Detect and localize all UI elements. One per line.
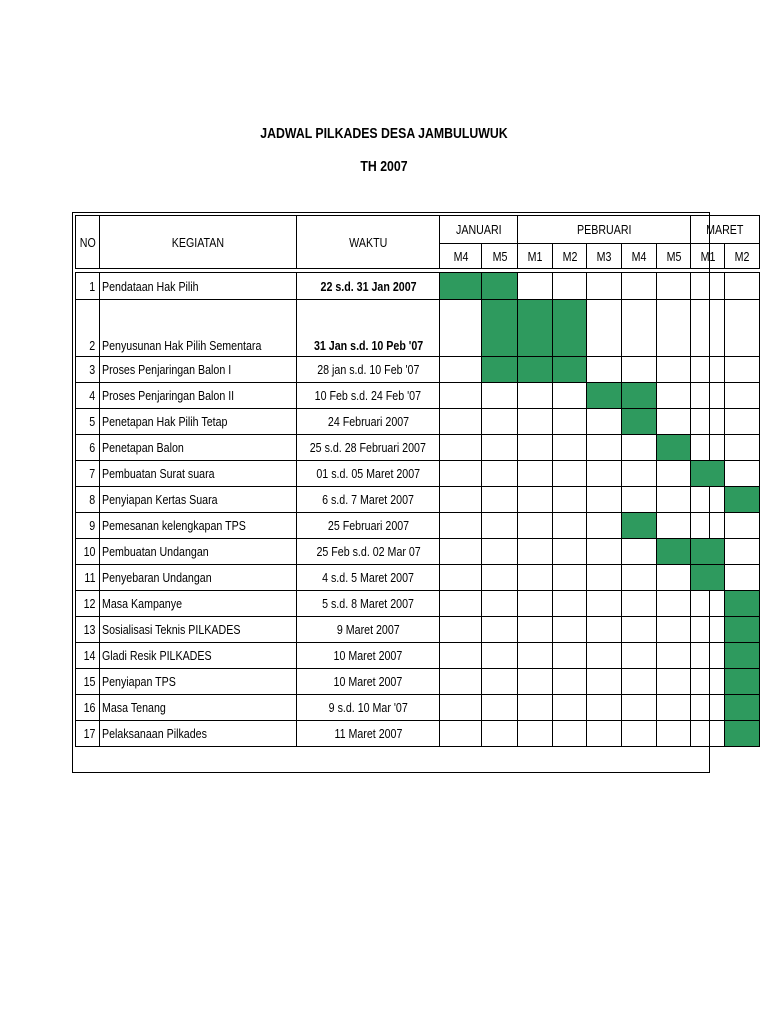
row-number: 16	[76, 695, 100, 721]
row-kegiatan: Proses Penjaringan Balon II	[100, 383, 297, 409]
row-waktu: 10 Feb s.d. 24 Feb '07	[297, 383, 440, 409]
schedule-cell	[587, 539, 622, 565]
schedule-cell	[440, 435, 482, 461]
schedule-cell	[482, 591, 518, 617]
header-week: M2	[553, 244, 587, 269]
schedule-cell	[587, 591, 622, 617]
schedule-cell	[725, 273, 760, 300]
header-month-pebruari: PEBRUARI	[518, 216, 691, 244]
schedule-cell	[691, 591, 725, 617]
schedule-bar-cell	[691, 461, 725, 487]
table-row	[76, 300, 760, 357]
row-kegiatan: Sosialisasi Teknis PILKADES	[100, 617, 297, 643]
schedule-cell	[482, 539, 518, 565]
schedule-cell	[691, 643, 725, 669]
schedule-cell	[553, 539, 587, 565]
schedule-cell	[657, 721, 691, 747]
schedule-cell	[657, 669, 691, 695]
row-kegiatan: Penetapan Hak Pilih Tetap	[100, 409, 297, 435]
schedule-cell	[518, 487, 553, 513]
schedule-cell	[587, 643, 622, 669]
schedule-cell	[518, 565, 553, 591]
schedule-cell	[518, 669, 553, 695]
schedule-cell	[691, 300, 725, 357]
schedule-cell	[587, 300, 622, 357]
schedule-cell	[725, 300, 760, 357]
schedule-cell	[691, 669, 725, 695]
schedule-bar-cell	[518, 300, 553, 357]
schedule-cell	[587, 565, 622, 591]
schedule-bar-cell	[691, 565, 725, 591]
schedule-cell	[518, 721, 553, 747]
schedule-cell	[440, 617, 482, 643]
row-kegiatan: Proses Penjaringan Balon I	[100, 357, 297, 383]
table-row	[76, 539, 760, 565]
row-waktu: 24 Februari 2007	[297, 409, 440, 435]
header-week: M1	[518, 244, 553, 269]
schedule-cell	[725, 461, 760, 487]
table-row	[76, 565, 760, 591]
schedule-cell	[553, 565, 587, 591]
schedule-cell	[553, 273, 587, 300]
row-waktu: 31 Jan s.d. 10 Peb '07	[297, 300, 440, 357]
schedule-cell	[482, 383, 518, 409]
schedule-cell	[440, 300, 482, 357]
schedule-cell	[440, 669, 482, 695]
schedule-bar-cell	[725, 669, 760, 695]
schedule-cell	[518, 643, 553, 669]
header-week: M2	[725, 244, 760, 269]
row-waktu: 28 jan s.d. 10 Feb '07	[297, 357, 440, 383]
schedule-cell	[657, 591, 691, 617]
row-number: 15	[76, 669, 100, 695]
schedule-cell	[691, 273, 725, 300]
schedule-bar-cell	[518, 357, 553, 383]
row-waktu: 5 s.d. 8 Maret 2007	[297, 591, 440, 617]
row-number: 11	[76, 565, 100, 591]
row-waktu: 4 s.d. 5 Maret 2007	[297, 565, 440, 591]
header-week: M5	[482, 244, 518, 269]
schedule-cell	[622, 273, 657, 300]
schedule-cell	[691, 617, 725, 643]
schedule-cell	[553, 383, 587, 409]
schedule-cell	[657, 487, 691, 513]
schedule-cell	[482, 669, 518, 695]
schedule-cell	[440, 643, 482, 669]
schedule-cell	[553, 591, 587, 617]
row-kegiatan: Gladi Resik PILKADES	[100, 643, 297, 669]
row-number: 7	[76, 461, 100, 487]
header-week: M5	[657, 244, 691, 269]
row-kegiatan: Penyiapan Kertas Suara	[100, 487, 297, 513]
schedule-cell	[482, 487, 518, 513]
table-row	[76, 617, 760, 643]
row-kegiatan: Penyiapan TPS	[100, 669, 297, 695]
schedule-cell	[518, 273, 553, 300]
row-number: 9	[76, 513, 100, 539]
schedule-cell	[440, 565, 482, 591]
schedule-cell	[440, 513, 482, 539]
schedule-cell	[622, 300, 657, 357]
row-number: 17	[76, 721, 100, 747]
table-row	[76, 695, 760, 721]
schedule-cell	[482, 435, 518, 461]
schedule-cell	[725, 383, 760, 409]
schedule-cell	[440, 487, 482, 513]
schedule-cell	[440, 461, 482, 487]
schedule-bar-cell	[482, 357, 518, 383]
schedule-cell	[518, 383, 553, 409]
row-number: 1	[76, 273, 100, 300]
schedule-cell	[725, 513, 760, 539]
table-row	[76, 669, 760, 695]
row-number: 2	[76, 300, 100, 357]
schedule-cell	[482, 643, 518, 669]
schedule-table	[75, 215, 760, 747]
schedule-bar-cell	[553, 357, 587, 383]
header-week: M3	[587, 244, 622, 269]
schedule-cell	[725, 409, 760, 435]
schedule-cell	[518, 695, 553, 721]
row-kegiatan: Masa Kampanye	[100, 591, 297, 617]
page-title: JADWAL PILKADES DESA JAMBULUWUK	[260, 125, 508, 142]
schedule-cell	[587, 435, 622, 461]
table-row	[76, 513, 760, 539]
schedule-cell	[518, 513, 553, 539]
schedule-cell	[482, 721, 518, 747]
row-waktu: 25 Februari 2007	[297, 513, 440, 539]
schedule-cell	[587, 669, 622, 695]
schedule-bar-cell	[482, 300, 518, 357]
schedule-cell	[622, 357, 657, 383]
schedule-bar-cell	[725, 643, 760, 669]
schedule-cell	[725, 539, 760, 565]
table-row	[76, 643, 760, 669]
schedule-cell	[622, 461, 657, 487]
row-number: 6	[76, 435, 100, 461]
schedule-cell	[587, 513, 622, 539]
schedule-cell	[553, 721, 587, 747]
schedule-bar-cell	[622, 513, 657, 539]
schedule-cell	[440, 695, 482, 721]
schedule-cell	[482, 565, 518, 591]
row-kegiatan: Pendataan Hak Pilih	[100, 273, 297, 300]
schedule-bar-cell	[725, 617, 760, 643]
schedule-cell	[657, 643, 691, 669]
header-week: M4	[622, 244, 657, 269]
schedule-bar-cell	[691, 539, 725, 565]
schedule-cell	[482, 461, 518, 487]
schedule-bar-cell	[725, 695, 760, 721]
header-week: M4	[440, 244, 482, 269]
schedule-bar-cell	[725, 591, 760, 617]
table-row	[76, 461, 760, 487]
schedule-cell	[587, 273, 622, 300]
schedule-cell	[587, 695, 622, 721]
row-waktu: 10 Maret 2007	[297, 669, 440, 695]
schedule-cell	[725, 357, 760, 383]
schedule-bar-cell	[622, 383, 657, 409]
table-row	[76, 409, 760, 435]
schedule-cell	[553, 409, 587, 435]
row-kegiatan: Penetapan Balon	[100, 435, 297, 461]
header-waktu: WAKTU	[297, 216, 440, 269]
schedule-cell	[553, 435, 587, 461]
schedule-cell	[440, 539, 482, 565]
row-number: 14	[76, 643, 100, 669]
row-waktu: 6 s.d. 7 Maret 2007	[297, 487, 440, 513]
schedule-cell	[622, 487, 657, 513]
schedule-cell	[725, 565, 760, 591]
schedule-cell	[622, 617, 657, 643]
row-number: 3	[76, 357, 100, 383]
schedule-cell	[657, 300, 691, 357]
schedule-cell	[657, 617, 691, 643]
header-month-januari: JANUARI	[440, 216, 518, 244]
schedule-cell	[691, 695, 725, 721]
schedule-cell	[657, 357, 691, 383]
schedule-cell	[518, 539, 553, 565]
schedule-bar-cell	[553, 300, 587, 357]
row-waktu: 25 s.d. 28 Februari 2007	[297, 435, 440, 461]
schedule-cell	[691, 409, 725, 435]
schedule-cell	[482, 617, 518, 643]
schedule-bar-cell	[725, 487, 760, 513]
table-row	[76, 487, 760, 513]
schedule-cell	[691, 487, 725, 513]
row-kegiatan: Pelaksanaan Pilkades	[100, 721, 297, 747]
schedule-cell	[518, 409, 553, 435]
schedule-bar-cell	[440, 273, 482, 300]
row-number: 13	[76, 617, 100, 643]
schedule-cell	[553, 617, 587, 643]
schedule-cell	[553, 461, 587, 487]
schedule-bar-cell	[622, 409, 657, 435]
row-kegiatan: Pemesanan kelengkapan TPS	[100, 513, 297, 539]
schedule-cell	[622, 695, 657, 721]
schedule-cell	[518, 435, 553, 461]
schedule-cell	[622, 565, 657, 591]
table-row	[76, 435, 760, 461]
schedule-cell	[440, 721, 482, 747]
schedule-cell	[691, 513, 725, 539]
schedule-cell	[691, 357, 725, 383]
row-kegiatan: Penyusunan Hak Pilih Sementara	[100, 300, 297, 357]
schedule-cell	[553, 487, 587, 513]
schedule-cell	[622, 721, 657, 747]
schedule-cell	[622, 643, 657, 669]
schedule-cell	[518, 617, 553, 643]
schedule-cell	[553, 643, 587, 669]
row-waktu: 25 Feb s.d. 02 Mar 07	[297, 539, 440, 565]
page-subtitle: TH 2007	[360, 158, 408, 175]
schedule-cell	[657, 565, 691, 591]
schedule-cell	[657, 409, 691, 435]
schedule-cell	[587, 617, 622, 643]
row-kegiatan: Pembuatan Surat suara	[100, 461, 297, 487]
schedule-cell	[587, 357, 622, 383]
schedule-cell	[725, 435, 760, 461]
row-number: 10	[76, 539, 100, 565]
schedule-cell	[440, 357, 482, 383]
row-waktu: 9 s.d. 10 Mar '07	[297, 695, 440, 721]
row-kegiatan: Penyebaran Undangan	[100, 565, 297, 591]
schedule-cell	[622, 669, 657, 695]
schedule-cell	[657, 695, 691, 721]
schedule-cell	[482, 513, 518, 539]
row-kegiatan: Pembuatan Undangan	[100, 539, 297, 565]
schedule-cell	[553, 513, 587, 539]
schedule-cell	[691, 721, 725, 747]
row-waktu: 11 Maret 2007	[297, 721, 440, 747]
table-row	[76, 383, 760, 409]
schedule-cell	[440, 409, 482, 435]
schedule-cell	[587, 487, 622, 513]
schedule-bar-cell	[587, 383, 622, 409]
schedule-cell	[622, 435, 657, 461]
table-row	[76, 591, 760, 617]
schedule-cell	[587, 409, 622, 435]
schedule-cell	[440, 591, 482, 617]
header-month-maret: MARET	[691, 216, 760, 244]
row-number: 8	[76, 487, 100, 513]
schedule-cell	[657, 383, 691, 409]
schedule-cell	[622, 539, 657, 565]
table-row	[76, 273, 760, 300]
schedule-cell	[657, 273, 691, 300]
table-row	[76, 721, 760, 747]
schedule-bar-cell	[657, 435, 691, 461]
schedule-cell	[553, 695, 587, 721]
header-kegiatan: KEGIATAN	[100, 216, 297, 269]
row-number: 5	[76, 409, 100, 435]
schedule-cell	[440, 383, 482, 409]
schedule-cell	[518, 591, 553, 617]
row-waktu: 22 s.d. 31 Jan 2007	[297, 273, 440, 300]
schedule-cell	[587, 461, 622, 487]
row-number: 12	[76, 591, 100, 617]
header-week: M1	[691, 244, 725, 269]
schedule-cell	[482, 695, 518, 721]
schedule-cell	[482, 409, 518, 435]
header-no: NO	[76, 216, 100, 269]
schedule-bar-cell	[725, 721, 760, 747]
schedule-bar-cell	[657, 539, 691, 565]
schedule-cell	[622, 591, 657, 617]
row-waktu: 01 s.d. 05 Maret 2007	[297, 461, 440, 487]
row-number: 4	[76, 383, 100, 409]
schedule-cell	[518, 461, 553, 487]
row-kegiatan: Masa Tenang	[100, 695, 297, 721]
schedule-cell	[691, 435, 725, 461]
schedule-cell	[553, 669, 587, 695]
schedule-cell	[657, 513, 691, 539]
schedule-bar-cell	[482, 273, 518, 300]
row-waktu: 9 Maret 2007	[297, 617, 440, 643]
schedule-cell	[657, 461, 691, 487]
schedule-cell	[587, 721, 622, 747]
table-row	[76, 357, 760, 383]
row-waktu: 10 Maret 2007	[297, 643, 440, 669]
schedule-cell	[691, 383, 725, 409]
